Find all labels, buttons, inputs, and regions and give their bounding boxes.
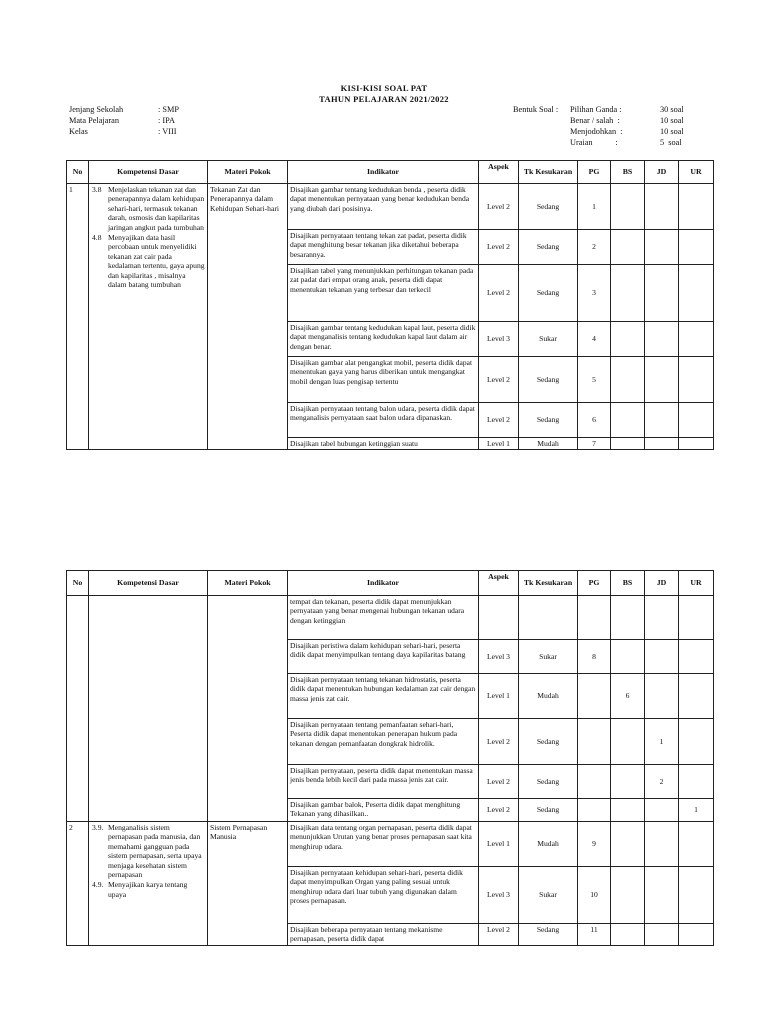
pg-cell: 8 [578, 640, 611, 674]
tk-cell: Sukar [519, 640, 578, 674]
tk-cell [519, 596, 578, 640]
ur-cell [679, 230, 714, 265]
col-aspek: Aspek [479, 571, 519, 596]
jd-cell [645, 184, 679, 230]
document-title: KISI-KISI SOAL PAT [340, 83, 428, 93]
col-ur: UR [679, 571, 714, 596]
tk-cell: Sedang [519, 765, 578, 799]
info-value: : IPA [158, 116, 175, 125]
col-no: No [67, 161, 89, 184]
jd-cell [645, 230, 679, 265]
tk-cell: Sedang [519, 924, 578, 946]
info-label: Jenjang Sekolah [69, 105, 124, 114]
jd-cell [645, 322, 679, 357]
tk-cell: Sukar [519, 322, 578, 357]
materi-pokok-cell [208, 596, 288, 822]
indikator-cell: Disajikan tabel hubungan ketinggian suatu [288, 438, 479, 450]
col-no: No [67, 571, 89, 596]
indikator-cell: Disajikan gambar alat pengangkat mobil, peserta didik dapat menentukan gaya yang harus diberikan untuk mengangkat mobil dengan luas pengisap tertentu [288, 357, 479, 403]
jd-cell [645, 867, 679, 924]
kd-text: Menjelaskan tekanan zat dan penerapannya dalam kehidupan sehari-hari, termasuk tekanan darah, osmosis dan kapilaritas jaringan angkut pada tumbuhan [108, 185, 205, 232]
bs-cell [611, 184, 645, 230]
bentuk-soal-count: 10 soal [660, 116, 684, 125]
bs-cell [611, 822, 645, 867]
pg-cell: 2 [578, 230, 611, 265]
bs-cell [611, 719, 645, 765]
col-ur: UR [679, 161, 714, 184]
col-kompetensi-dasar: Kompetensi Dasar [89, 571, 208, 596]
col-kompetensi-dasar: Kompetensi Dasar [89, 161, 208, 184]
jd-cell [645, 822, 679, 867]
aspek-cell: Level 2 [479, 719, 519, 765]
pg-cell [578, 674, 611, 719]
table-header-row [67, 571, 714, 596]
table-row [67, 822, 714, 867]
aspek-cell: Level 2 [479, 403, 519, 438]
jd-cell: 1 [645, 719, 679, 765]
bentuk-soal-type: Menjodohkan : [570, 127, 623, 136]
tk-cell: Sukar [519, 867, 578, 924]
ur-cell [679, 674, 714, 719]
pg-cell: 6 [578, 403, 611, 438]
aspek-cell: Level 3 [479, 322, 519, 357]
kd-item [92, 880, 205, 899]
info-label: Kelas [69, 127, 88, 136]
info-value: : VIII [158, 127, 177, 136]
pg-cell: 9 [578, 822, 611, 867]
bentuk-soal-label: Bentuk Soal : [513, 105, 559, 114]
indikator-cell: Disajikan gambar balok, Peserta didik dapat menghitung Tekanan yang dihasilkan.. [288, 799, 479, 822]
tk-cell: Mudah [519, 438, 578, 450]
indikator-cell: Disajikan gambar tentang kedudukan kapal laut, peserta didik dapat menganalisis tentang kedudukan kapal laut dalam air dengan benar. [288, 322, 479, 357]
kd-number: 3.9. [92, 823, 104, 832]
tk-cell: Mudah [519, 674, 578, 719]
aspek-cell: Level 2 [479, 799, 519, 822]
indikator-cell: Disajikan pernyataan tentang tekanan hidrostatis, peserta didik dapat menentukan hubungan kedalaman zat cair dengan massa jenis zat cair. [288, 674, 479, 719]
kd-item [92, 823, 205, 879]
bs-cell [611, 596, 645, 640]
bentuk-soal-count: 10 soal [660, 127, 684, 136]
col-pg: PG [578, 571, 611, 596]
bs-cell [611, 438, 645, 450]
bentuk-soal-type: Pilihan Ganda : [570, 105, 622, 114]
pg-cell: 4 [578, 322, 611, 357]
aspek-cell [479, 596, 519, 640]
aspek-cell: Level 1 [479, 674, 519, 719]
indikator-cell: Disajikan tabel yang menunjukkan perhitungan tekanan pada zat padat dari empat orang anak, peserta didi dapat menentukan tekanan yang terbesar dan terkecil [288, 265, 479, 322]
ur-cell [679, 184, 714, 230]
col-indikator: Indikator [288, 571, 479, 596]
pg-cell [578, 596, 611, 640]
ur-cell [679, 403, 714, 438]
bs-cell [611, 765, 645, 799]
pg-cell: 5 [578, 357, 611, 403]
indikator-cell: Disajikan beberapa pernyataan tentang mekanisme pernapasan, peserta didik dapat [288, 924, 479, 946]
indikator-cell: Disajikan pernyataan tentang pemanfaatan sehari-hari, Peserta didik dapat menentukan penerapan hukum pada tekanan dengan pemanfaatan dongkrak hidrolik. [288, 719, 479, 765]
table-header-row [67, 161, 714, 184]
col-bs: BS [611, 161, 645, 184]
bs-cell [611, 230, 645, 265]
info-label: Mata Pelajaran [69, 116, 119, 125]
jd-cell [645, 596, 679, 640]
pg-cell: 1 [578, 184, 611, 230]
col-pg: PG [578, 161, 611, 184]
col-bs: BS [611, 571, 645, 596]
ur-cell [679, 867, 714, 924]
ur-cell [679, 765, 714, 799]
ur-cell [679, 357, 714, 403]
tk-cell: Sedang [519, 357, 578, 403]
bs-cell [611, 265, 645, 322]
document-subtitle: TAHUN PELAJARAN 2021/2022 [319, 94, 449, 104]
kd-number: 3.8 [92, 185, 102, 194]
pg-cell: 11 [578, 924, 611, 946]
kd-text: Menganalisis sistem pernapasan pada manusia, dan memahami gangguan pada sistem pernapasan, serta upaya menjaga kesehatan sistem pernapasan [108, 823, 202, 880]
tk-cell: Sedang [519, 403, 578, 438]
aspek-cell: Level 2 [479, 924, 519, 946]
table-row [67, 184, 714, 230]
jd-cell [645, 924, 679, 946]
school-info [69, 104, 179, 137]
pg-cell: 3 [578, 265, 611, 322]
aspek-cell: Level 2 [479, 230, 519, 265]
ur-cell [679, 265, 714, 322]
kisi-table-2 [66, 570, 714, 946]
bs-cell [611, 799, 645, 822]
bs-cell: 6 [611, 674, 645, 719]
materi-pokok-cell: Sistem Pernapasan Manusia [208, 822, 288, 946]
indikator-cell: Disajikan gambar tentang kedudukan benda , peserta didik dapat menentukan pernyataan yang benar kedudukan benda yang diubah dari posisinya. [288, 184, 479, 230]
kd-item [92, 185, 205, 232]
jd-cell [645, 357, 679, 403]
ur-cell [679, 822, 714, 867]
ur-cell [679, 322, 714, 357]
indikator-cell: tempat dan tekanan, peserta didik dapat menunjukkan pernyataan yang benar mengenai hubungan tekanan udara dengan ketinggian [288, 596, 479, 640]
indikator-cell: Disajikan data tentang organ pernapasan, peserta didik dapat menunjukkan Urutan yang benar proses pernapasan saat kita menghirup udara. [288, 822, 479, 867]
col-indikator: Indikator [288, 161, 479, 184]
aspek-cell: Level 2 [479, 357, 519, 403]
tk-cell: Sedang [519, 799, 578, 822]
kompetensi-dasar-cell [89, 822, 208, 946]
ur-cell [679, 596, 714, 640]
jd-cell: 2 [645, 765, 679, 799]
indikator-cell: Disajikan pernyataan kehidupan sehari-hari, peserta didik dapat menyimpulkan Organ yang paling sesuai untuk menghirup udara dari luar tubuh yang digunakan dalam proses pernapasan. [288, 867, 479, 924]
col-tk-kesukaran: Tk Kesukaran [519, 571, 578, 596]
bs-cell [611, 357, 645, 403]
bentuk-soal-count: 30 soal [660, 105, 684, 114]
col-aspek: Aspek [479, 161, 519, 184]
bs-cell [611, 322, 645, 357]
aspek-cell: Level 2 [479, 265, 519, 322]
kompetensi-dasar-cell [89, 184, 208, 450]
bs-cell [611, 403, 645, 438]
indikator-cell: Disajikan pernyataan, peserta didik dapat menentukan massa jenis benda lebih kecil dari pada massa jenis zat cair. [288, 765, 479, 799]
kd-number: 4.8 [92, 233, 102, 243]
kisi-table-1 [66, 160, 714, 450]
row-number: 1 [67, 184, 89, 450]
col-jd: JD [645, 571, 679, 596]
pg-cell [578, 765, 611, 799]
pg-cell: 10 [578, 867, 611, 924]
aspek-cell: Level 3 [479, 640, 519, 674]
tk-cell: Sedang [519, 265, 578, 322]
kd-number: 4.9. [92, 880, 104, 890]
bs-cell [611, 640, 645, 674]
ur-cell [679, 924, 714, 946]
bentuk-soal-type: Uraian : [570, 138, 618, 147]
row-number [67, 596, 89, 822]
aspek-cell: Level 2 [479, 765, 519, 799]
tk-cell: Sedang [519, 230, 578, 265]
jd-cell [645, 674, 679, 719]
kompetensi-dasar-cell [89, 596, 208, 822]
aspek-cell: Level 1 [479, 438, 519, 450]
col-tk-kesukaran: Tk Kesukaran [519, 161, 578, 184]
jd-cell [645, 640, 679, 674]
col-materi-pokok: Materi Pokok [208, 161, 288, 184]
bs-cell [611, 867, 645, 924]
ur-cell [679, 640, 714, 674]
tk-cell: Sedang [519, 719, 578, 765]
bentuk-soal-count: 5 soal [660, 138, 682, 147]
pg-cell: 7 [578, 438, 611, 450]
kd-item [92, 233, 205, 289]
jd-cell [645, 265, 679, 322]
ur-cell [679, 438, 714, 450]
info-value: : SMP [158, 105, 179, 114]
kd-text: Menyajikan data hasil percobaan untuk menyelidiki tekanan zat cair pada kedalaman tertentu, gaya apung dan kapilaritas , misalnya dalam batang tumbuhan [108, 233, 205, 290]
aspek-cell: Level 1 [479, 822, 519, 867]
ur-cell [679, 719, 714, 765]
pg-cell [578, 719, 611, 765]
ur-cell: 1 [679, 799, 714, 822]
bs-cell [611, 924, 645, 946]
indikator-cell: Disajikan pernyataan tentang tekan zat padat, peserta didik dapat menghitung besar tekanan jika diketahui beberapa besarannya. [288, 230, 479, 265]
col-jd: JD [645, 161, 679, 184]
row-number: 2 [67, 822, 89, 946]
aspek-cell: Level 2 [479, 184, 519, 230]
jd-cell [645, 438, 679, 450]
kd-text: Menyajikan karya tentang upaya [108, 880, 188, 899]
pg-cell [578, 799, 611, 822]
indikator-cell: Disajikan pernyataan tentang balon udara, peserta didik dapat menganalisis pernyataan saat balon udara dipanaskan. [288, 403, 479, 438]
bentuk-soal-type: Benar / salah : [570, 116, 620, 125]
table-row [67, 596, 714, 640]
jd-cell [645, 403, 679, 438]
col-materi-pokok: Materi Pokok [208, 571, 288, 596]
aspek-cell: Level 3 [479, 867, 519, 924]
jd-cell [645, 799, 679, 822]
tk-cell: Mudah [519, 822, 578, 867]
tk-cell: Sedang [519, 184, 578, 230]
materi-pokok-cell: Tekanan Zat dan Penerapannya dalam Kehidupan Sehari-hari [208, 184, 288, 450]
indikator-cell: Disajikan peristiwa dalam kehidupan sehari-hari, peserta didik dapat menyimpulkan tentang daya kapilaritas batang [288, 640, 479, 674]
